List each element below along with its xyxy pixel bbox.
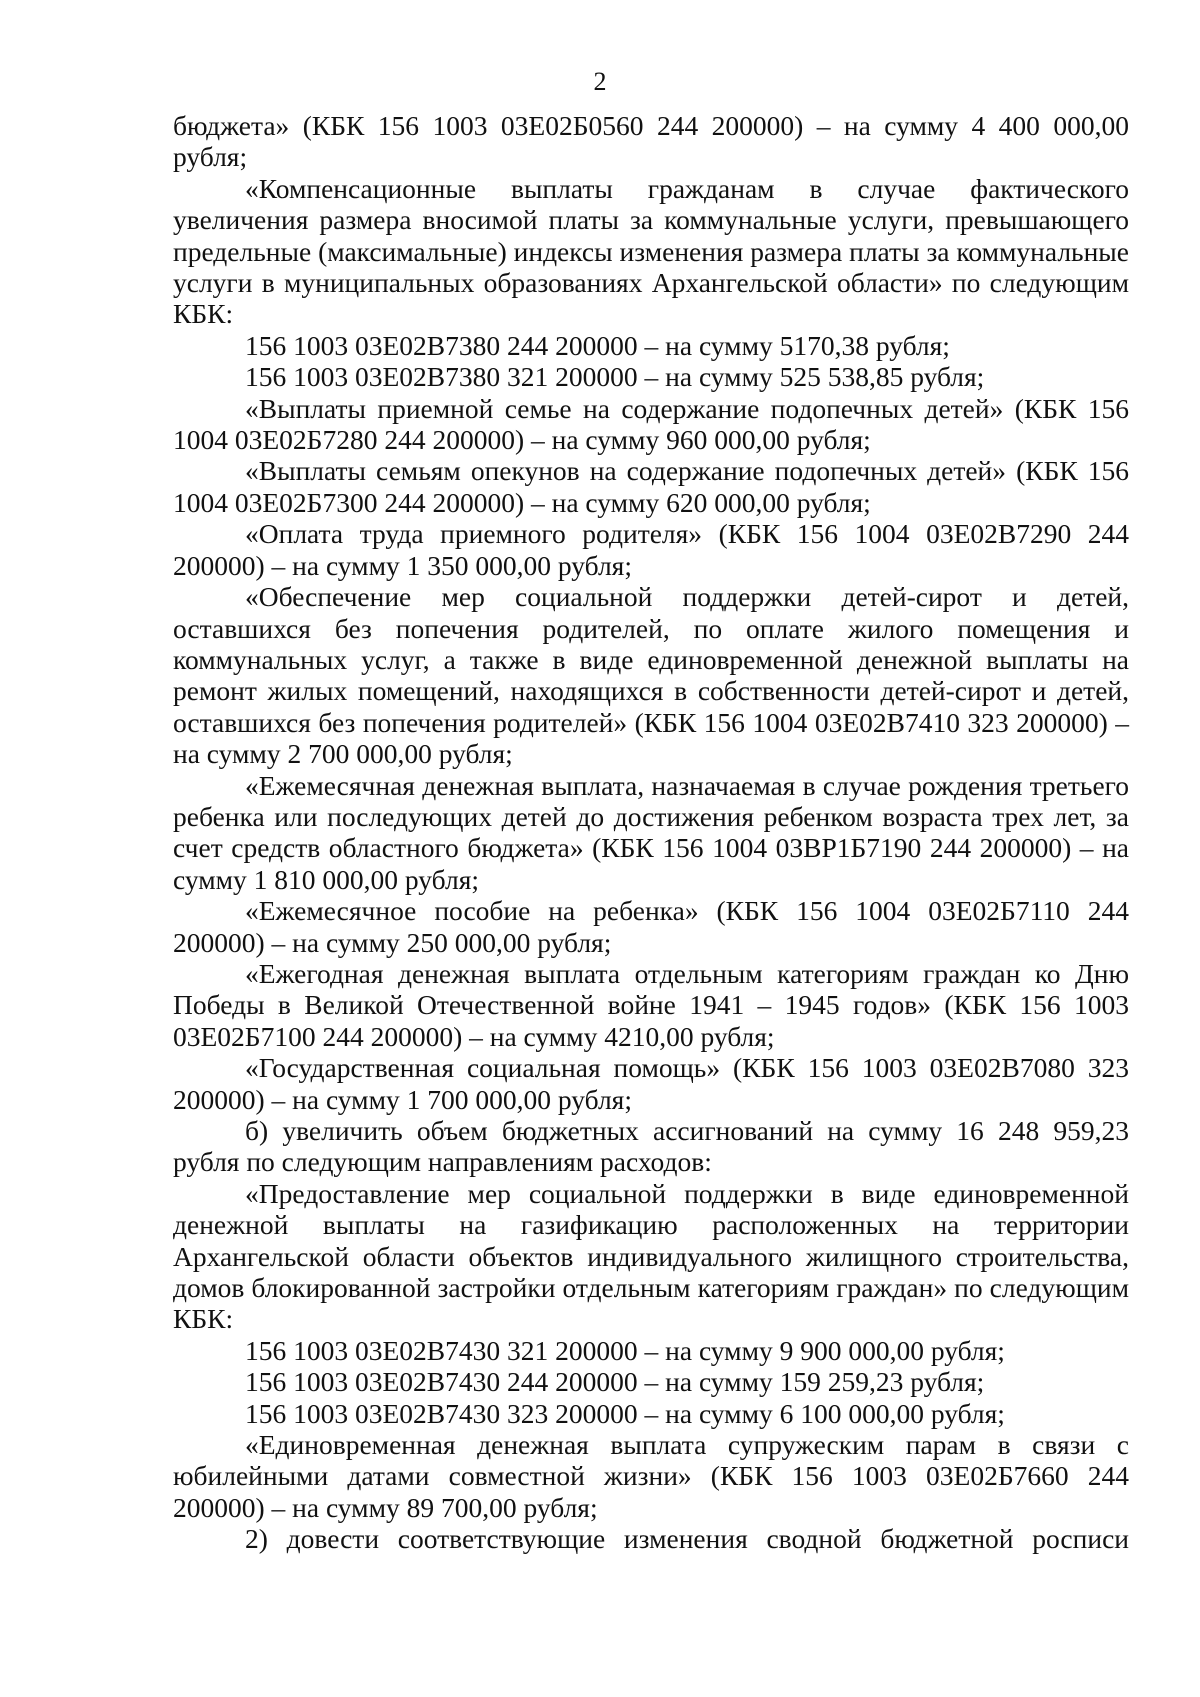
- kbk-line: 156 1003 03Е02В7380 244 200000 – на сумму 5170,38 рубля;: [245, 329, 950, 361]
- paragraph-foster-parent-salary: «Оплата труда приемного родителя» (КБК 156 1004 03Е02В7290 244 200000) – на сумму 1 350 000,00 рубля;: [173, 518, 1129, 581]
- kbk-line: 156 1003 03Е02В7430 323 200000 – на сумму 6 100 000,00 рубля;: [245, 1397, 1005, 1429]
- paragraph-victory-day-payment: «Ежегодная денежная выплата отдельным категориям граждан ко Дню Победы в Великой Отечественной войне 1941 – 1945 годов» (КБК 156 1003 03Е02Б7100 244 200000) – на сумму 4210,00 рубля;: [173, 957, 1129, 1052]
- paragraph-third-child-payment: «Ежемесячная денежная выплата, назначаемая в случае рождения третьего ребенка или последующих детей до достижения ребенком возраста трех лет, за счет средств областного бюджета» (КБК 156 1004 03ВР1Б7190 244 200000) – на сумму 1 810 000,00 рубля;: [173, 769, 1129, 895]
- paragraph-state-social-aid: «Государственная социальная помощь» (КБК 156 1003 03Е02В7080 323 200000) – на сумму 1 700 000,00 рубля;: [173, 1052, 1129, 1115]
- paragraph-foster-family-payments: «Выплаты приемной семье на содержание подопечных детей» (КБК 156 1004 03Е02Б7280 244 200000) – на сумму 960 000,00 рубля;: [173, 392, 1129, 456]
- page-number: 2: [593, 67, 607, 96]
- paragraph-anniversary-payment: «Единовременная денежная выплата супружеским парам в связи с юбилейными датами совместной жизни» (КБК 156 1003 03Е02Б7660 244 200000) – на сумму 89 700,00 рубля;: [173, 1429, 1129, 1523]
- paragraph-gasification-support: «Предоставление мер социальной поддержки в виде единовременной денежной выплаты на газификацию расположенных на территории Архангельской области объектов индивидуального жилищного строительства, домов блокированной застройки отдельным категориям граждан» по следующим КБК:: [173, 1177, 1129, 1335]
- kbk-line: 156 1003 03Е02В7430 244 200000 – на сумму 159 259,23 рубля;: [245, 1366, 985, 1398]
- kbk-line: 156 1003 03Е02В7430 321 200000 – на сумму 9 900 000,00 рубля;: [245, 1334, 1005, 1366]
- paragraph-orphan-support: «Обеспечение мер социальной поддержки детей-сирот и детей, оставшихся без попечения родителей, по оплате жилого помещения и коммунальных услуг, а также в виде единовременной денежной выплаты на ремонт жилых помещений, находящихся в собственности детей-сирот и детей, оставшихся без попечения родителей» (КБК 156 1004 03Е02В7410 323 200000) – на сумму 2 700 000,00 рубля;: [173, 581, 1129, 770]
- paragraph-guardian-payments: «Выплаты семьям опекунов на содержание подопечных детей» (КБК 156 1004 03Е02Б7300 244 200000) – на сумму 620 000,00 рубля;: [173, 455, 1129, 518]
- document-body: [173, 110, 1129, 1555]
- paragraph-child-allowance: «Ежемесячное пособие на ребенка» (КБК 156 1004 03Е02Б7110 244 200000) – на сумму 250 000,00 рубля;: [173, 895, 1129, 958]
- paragraph-budget-continuation: бюджета» (КБК 156 1003 03Е02Б0560 244 200000) – на сумму 4 400 000,00 рубля;: [173, 110, 1129, 173]
- paragraph-compensation-payments: «Компенсационные выплаты гражданам в случае фактического увеличения размера вносимой платы за коммунальные услуги, превышающего предельные (максимальные) индексы изменения размера платы за коммунальные услуги в муниципальных образованиях Архангельской области» по следующим КБК:: [173, 172, 1129, 330]
- paragraph-increase-allocations: б) увеличить объем бюджетных ассигнований на сумму 16 248 959,23 рубля по следующим направлениям расходов:: [173, 1115, 1129, 1178]
- paragraph-budget-list-changes: 2) довести соответствующие изменения сводной бюджетной росписи: [245, 1523, 1129, 1555]
- kbk-line: 156 1003 03Е02В7380 321 200000 – на сумму 525 538,85 рубля;: [245, 361, 985, 393]
